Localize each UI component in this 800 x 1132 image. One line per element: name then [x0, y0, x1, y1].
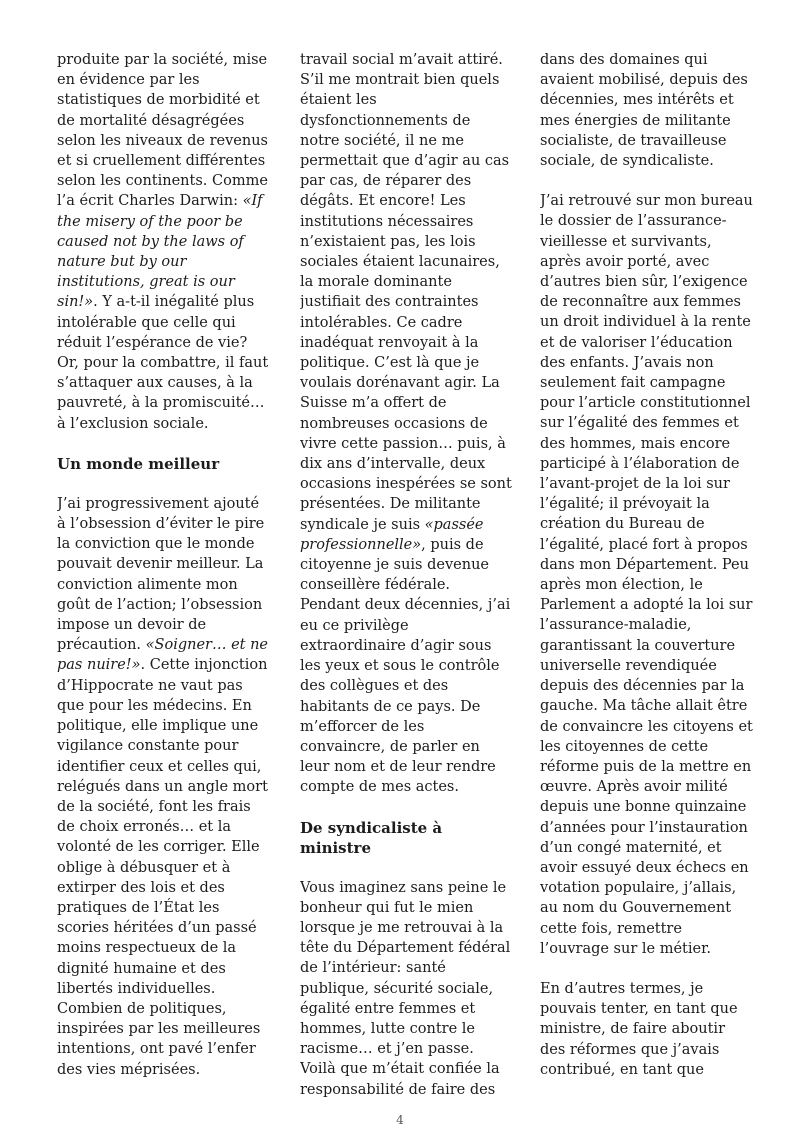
paragraph-text: J’ai progressivement ajouté à l’obsession d’éviter le pire la conviction que le monde pouvait devenir meilleur. La conviction alimente mon goût de l’action; l’obsession impose un devoir de précaution.	[57, 495, 265, 654]
paragraph-darwin	[57, 50, 270, 434]
text-column-3	[540, 50, 753, 1100]
hippocrate-quote: «Soigner… et ne pas nuire!»	[57, 637, 269, 674]
paragraph-text: . Cette injonction d’Hippocrate ne vaut pas que pour les médecins. En politique, elle implique une vigilance constante pour identifier ceux et celles qui, relégués dans un angle mort de la société, font les frais de choix erronés… et la volonté de les corriger. Elle oblige à débusquer et à extirper des lois et des pratiques de l’État les scories héritées d’un passé moins respectueux de la dignité humaine et des libertés individuelles. Combien de politiques, inspirées par les meilleures intentions, ont pavé l’enfer des vies méprisées.	[57, 657, 268, 1078]
section-heading-monde-meilleur: Un monde meilleur	[57, 454, 220, 473]
paragraph-hippocrate	[57, 494, 270, 1080]
paragraph-text: produite par la société, mise en évidence par les statistiques de morbidité et de mortalité désagrégées selon les niveaux de revenus et si cruellement différentes selon les continents. Comme l’a écrit Charles Darwin:	[57, 52, 269, 210]
paragraph-text: , puis de citoyenne je suis devenue conseillère fédérale. Pendant deux décennies, j’ai eu ce privilège extraordinaire d’agir sous les yeux et sous le contrôle des collègues et des habitants de ce pays. De m’efforcer de les convaincre, de parler en leur nom et de leur rendre compte de mes actes.	[300, 536, 511, 796]
paragraph-travail-social	[300, 50, 513, 798]
paragraph-text: travail social m’avait attiré. S’il me montrait bien quels étaient les dysfonctionnements de notre société, il ne me permettait que d’agir au cas par cas, de réparer des dégâts. Et encore! Les institutions nécessaires n’existaient pas, les lois sociales étaient lacunaires, la morale dominante justifiait des contraintes intolérables. Ce cadre inadéquat renvoyait à la politique. C’est là que je voulais dorénavant agir. La Suisse m’a offert de nombreuses occasions de vivre cette passion… puis, à dix ans d’intervalle, deux occasions inespérées se sont présentées. De militante syndicale je suis	[300, 52, 512, 533]
text-column-1	[57, 50, 270, 1100]
passee-professionnelle-quote: «passée professionnelle»	[300, 516, 484, 553]
text-column-2	[300, 50, 513, 1100]
paragraph-departement: Vous imaginez sans peine le bonheur qui fut le mien lorsque je me retrouvai à la tête du Département fédéral de l’intérieur: santé publique, sécurité sociale, égalité entre femmes et hommes, lutte contre le racisme… et j’en passe. Voilà que m’était confiée la responsabilité de faire des	[300, 879, 511, 1098]
page-number: 4	[396, 1113, 404, 1127]
paragraph-domaines: dans des domaines qui avaient mobilisé, depuis des décennies, mes intérêts et mes énergies de militante socialiste, de travailleuse sociale, de syndicaliste.	[540, 52, 748, 170]
darwin-quote: «If the misery of the poor be caused not by the laws of nature but by our institutions, great is our sin!»	[57, 193, 263, 311]
paragraph-avs: J’ai retrouvé sur mon bureau le dossier de l’assurance-vieillesse et survivants, après avoir porté, avec d’autres bien sûr, l’exigence de reconnaître aux femmes un droit individuel à la rente et de valoriser l’éducation des enfants. J’avais non seulement fait campagne pour l’article constitutionnel sur l’égalité des femmes et des hommes, mais encore participé à l’élaboration de l’avant-projet de la loi sur l’égalité; il prévoyait la création du Bureau de l’égalité, placé fort à propos dans mon Département. Peu après mon élection, le Parlement a adopté la loi sur l’assurance-maladie, garantissant la couverture universelle revendiquée depuis des décennies par la gauche. Ma tâche allait être de convaincre les citoyens et les citoyennes de cette réforme puis de la mettre en œuvre. Après avoir milité depuis une bonne quinzaine d’années pour l’instauration d’un congé maternité, et avoir essuyé deux échecs en votation populaire, j’allais, au nom du Gouvernement cette fois, remettre l’ouvrage sur le métier.	[540, 193, 753, 957]
paragraph-text: . Y a-t-il inégalité plus intolérable que celle qui réduit l’espérance de vie? Or, pour la combattre, il faut s’attaquer aux causes, à la pauvreté, à la promiscuité… à l’exclusion sociale.	[57, 294, 269, 432]
section-heading-syndicaliste-ministre: De syndicaliste à ministre	[300, 818, 443, 857]
paragraph-autres-termes: En d’autres termes, je pouvais tenter, en tant que ministre, de faire aboutir des réformes que j’avais contribué, en tant que	[540, 980, 738, 1078]
